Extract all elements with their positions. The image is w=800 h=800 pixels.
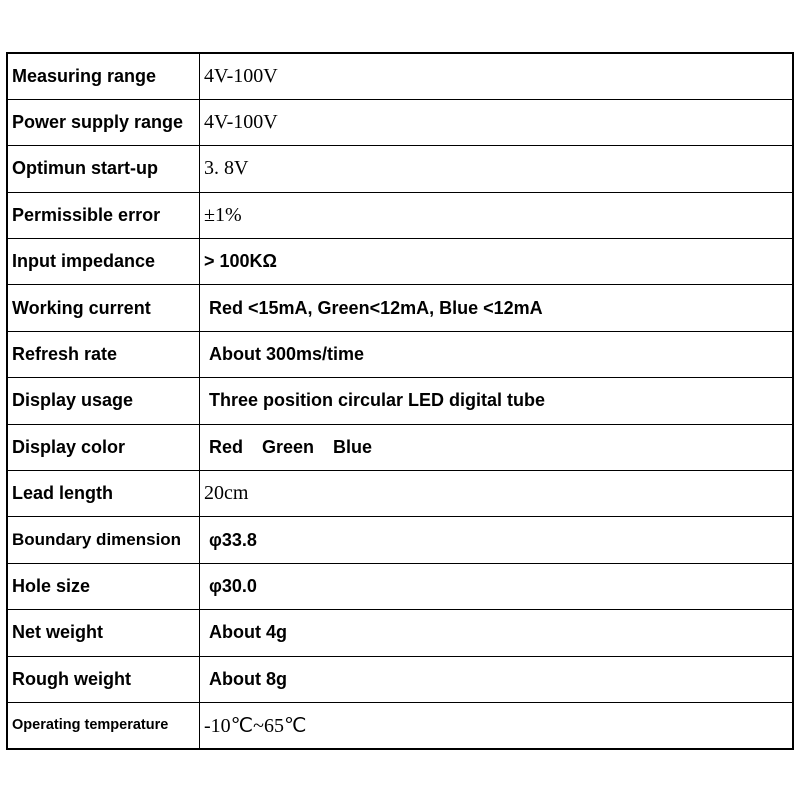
table-row [7, 656, 793, 702]
table-row [7, 517, 793, 563]
table-row [7, 99, 793, 145]
spec-value: About 4g [200, 610, 794, 656]
spec-value: > 100KΩ [200, 239, 794, 285]
table-row [7, 563, 793, 609]
table-row [7, 424, 793, 470]
spec-value: About 8g [200, 656, 794, 702]
spec-label: Rough weight [7, 656, 200, 702]
spec-value: Red <15mA, Green<12mA, Blue <12mA [200, 285, 794, 331]
spec-label: Operating temperature [7, 702, 200, 748]
spec-label: Boundary dimension [7, 517, 200, 563]
spec-label: Display usage [7, 378, 200, 424]
spec-value: About 300ms/time [200, 331, 794, 377]
spec-value: 20cm [200, 471, 794, 517]
spec-value: Red Green Blue [200, 424, 794, 470]
table-row [7, 239, 793, 285]
table-row [7, 53, 793, 99]
spec-value: 4V-100V [200, 99, 794, 145]
spec-label: Display color [7, 424, 200, 470]
table-row [7, 331, 793, 377]
table-row [7, 471, 793, 517]
table-row [7, 610, 793, 656]
spec-label: Lead length [7, 471, 200, 517]
spec-label: Working current [7, 285, 200, 331]
table-row [7, 702, 793, 748]
spec-label: Permissible error [7, 192, 200, 238]
spec-value: 4V-100V [200, 53, 794, 99]
table-row [7, 192, 793, 238]
spec-label: Hole size [7, 563, 200, 609]
spec-label: Refresh rate [7, 331, 200, 377]
spec-label: Power supply range [7, 99, 200, 145]
spec-label: Measuring range [7, 53, 200, 99]
spec-value: φ33.8 [200, 517, 794, 563]
table-row [7, 146, 793, 192]
spec-value: φ30.0 [200, 563, 794, 609]
spec-value: ±1% [200, 192, 794, 238]
spec-label: Net weight [7, 610, 200, 656]
spec-value: 3. 8V [200, 146, 794, 192]
spec-label: Input impedance [7, 239, 200, 285]
spec-label: Optimun start-up [7, 146, 200, 192]
table-row [7, 378, 793, 424]
spec-value: Three position circular LED digital tube [200, 378, 794, 424]
table-row [7, 285, 793, 331]
spec-value: -10℃~65℃ [200, 702, 794, 748]
spec-table [6, 52, 794, 750]
